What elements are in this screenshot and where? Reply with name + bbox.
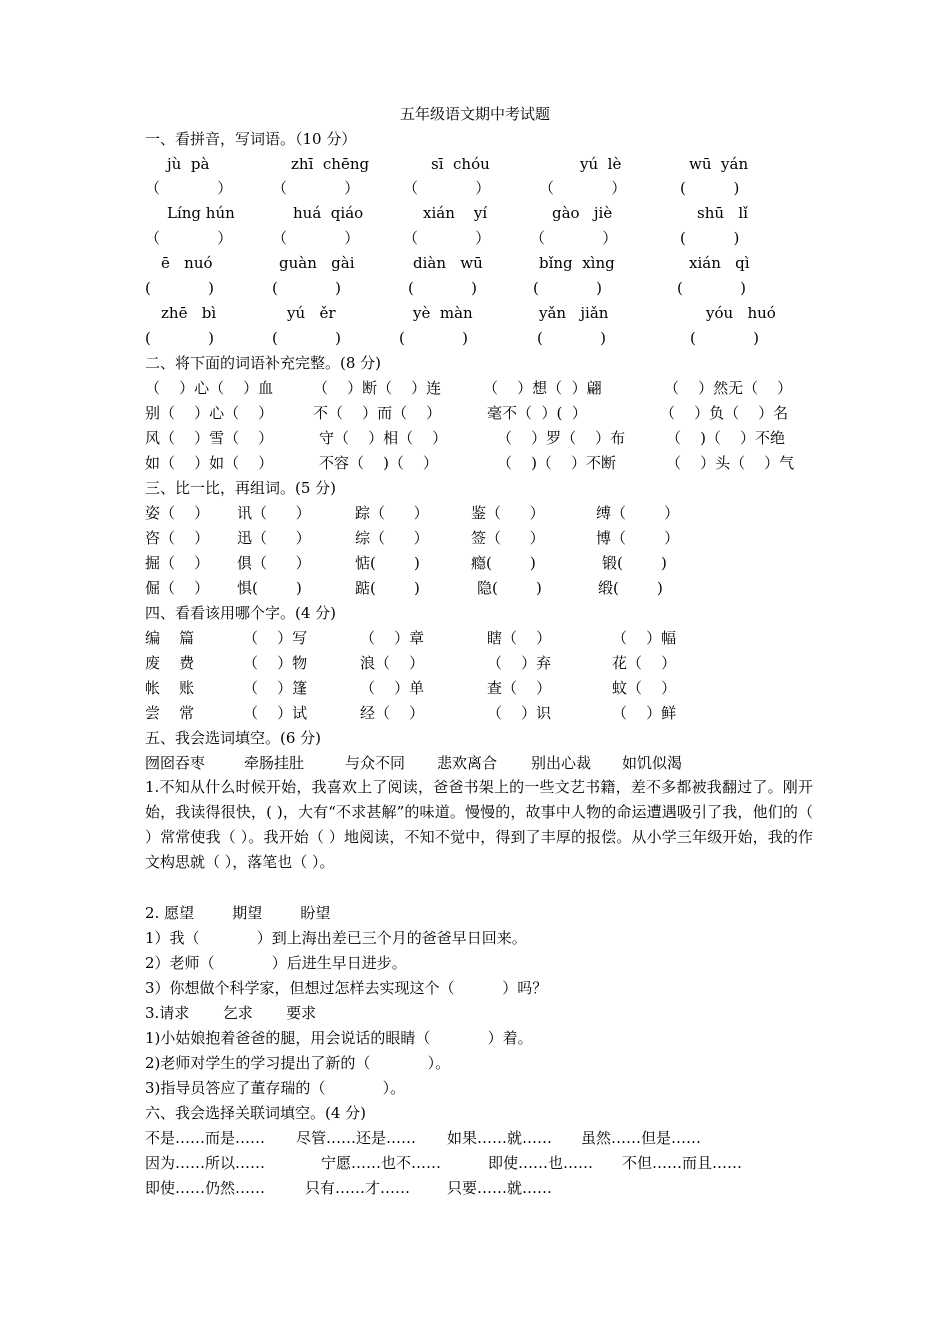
- word-bank-item: 别出心裁: [531, 754, 592, 772]
- question-item: 1）我（ ）到上海出差已三个月的爸爸早日回来。: [145, 929, 527, 947]
- question-item: 2）老师（ ）后进生早日进步。: [145, 954, 407, 972]
- word-group-row: 咨（ ） 迅（ ） 综（ ） 签（ ） 博（ ）: [145, 529, 680, 547]
- answer-blank-row: （ ） （ ） （ ） （ ） ( ): [145, 229, 740, 247]
- char-choice-row: 帐 账 （ ）篷 （ ）单 查（ ） 蚊（ ）: [145, 679, 677, 697]
- char-choice-row: 尝 常 （ ）试 经（ ） （ ）识 （ ）鲜: [145, 704, 677, 722]
- word-bank-item: 如饥似渴: [622, 754, 683, 772]
- word-bank-item: 与众不同: [345, 754, 406, 772]
- question-2-words: 2. 愿望 期望 盼望: [145, 904, 331, 922]
- fill-in-paragraph: 1.不知从什么时候开始，我喜欢上了阅读，爸爸书架上的一些文艺书籍，差不多都被我翻过了。刚开始，我读得很快，( )，大有“不求甚解”的味道。慢慢的，故事中人物的命运遭遇吸引了我，他们的（ ）常常使我（ ）。我开始（ ）地阅读，不知不觉中，得到了丰厚的报偿。从小学三年级开始，我的作文构思就（ ），落笔也（ ）。: [145, 778, 813, 871]
- section-5-heading: 五、我会选词填空。(6 分): [145, 729, 322, 747]
- question-item: 1)小姑娘抱着爸爸的腿，用会说话的眼睛（ ）着。: [145, 1029, 533, 1047]
- pinyin-row: Líng hún huá qiáo xián yí gào jiè shū lǐ: [167, 204, 748, 222]
- idiom-row: 别（ ）心（ ） 不（ ）而（ ） 毫不（ ）( ） （ ）负（ ）名: [145, 404, 789, 422]
- answer-blank-row: ( ) ( ) ( ) ( ) ( ): [145, 279, 746, 297]
- question-item: 3)指导员答应了董存瑞的（ ）。: [145, 1079, 406, 1097]
- word-bank-item: 悲欢离合: [437, 754, 498, 772]
- pinyin-row: jù pà zhī chēng sī chóu yú lè wū yán: [167, 155, 749, 173]
- question-3-words: 3.请求 乞求 要求: [145, 1004, 317, 1022]
- question-item: 3）你想做个科学家，但想过怎样去实现这个（ ）吗？: [145, 979, 548, 997]
- answer-blank-row: （ ） （ ） （ ） （ ） ( ): [145, 179, 740, 197]
- answer-blank-row: ( ) ( ) ( ) ( ) ( ): [145, 329, 759, 347]
- char-choice-row: 废 费 （ ）物 浪（ ） （ ）弃 花（ ）: [145, 654, 677, 672]
- question-item: 2)老师对学生的学习提出了新的（ ）。: [145, 1054, 451, 1072]
- conjunction-row: 因为……所以…… 宁愿……也不…… 即使……也…… 不但……而且……: [145, 1154, 743, 1172]
- idiom-row: 风（ ）雪（ ） 守（ ）相（ ） （ ）罗（ ）布 （ )（ ）不绝: [145, 429, 785, 447]
- page-title: 五年级语文期中考试题: [399, 105, 550, 123]
- word-bank: [0, 752, 950, 777]
- pinyin-row: ē nuó guàn gài diàn wū bǐng xìng xián qì: [161, 254, 750, 272]
- conjunction-row: 不是……而是…… 尽管……还是…… 如果……就…… 虽然……但是……: [145, 1129, 702, 1147]
- char-choice-row: 编 篇 （ ）写 （ ）章 瞎（ ） （ ）幅: [145, 629, 677, 647]
- word-bank-item: 囫囵吞枣: [145, 754, 206, 772]
- section-2-heading: 二、将下面的词语补充完整。(8 分): [145, 354, 382, 372]
- section-1-heading: 一、看拼音，写词语。（10 分）: [145, 130, 357, 148]
- conjunction-row: 即使……仍然…… 只有……才…… 只要……就……: [145, 1179, 553, 1197]
- word-group-row: 掘（ ） 俱（ ） 惦( ) 瘾( ) 锻( ): [145, 554, 667, 572]
- idiom-row: （ ）心（ ）血 （ ）断（ ）连 （ ）想（ ）翩 （ ）然无（ ）: [145, 379, 793, 397]
- word-group-row: 倔（ ） 惧( ) 踮( ) 隐( ) 缎( ): [145, 579, 663, 597]
- section-4-heading: 四、看看该用哪个字。(4 分): [145, 604, 337, 622]
- word-bank-item: 牵肠挂肚: [244, 754, 305, 772]
- word-group-row: 姿（ ） 讯（ ） 踪（ ） 鉴（ ） 缚（ ）: [145, 504, 680, 522]
- section-6-heading: 六、我会选择关联词填空。(4 分): [145, 1104, 367, 1122]
- idiom-row: 如（ ）如（ ） 不容（ )（ ） （ )（ ）不断 （ ）头（ ）气: [145, 454, 795, 472]
- pinyin-row: zhē bì yú ěr yè màn yǎn jiǎn yóu huó: [161, 304, 776, 322]
- section-3-heading: 三、比一比，再组词。(5 分): [145, 479, 337, 497]
